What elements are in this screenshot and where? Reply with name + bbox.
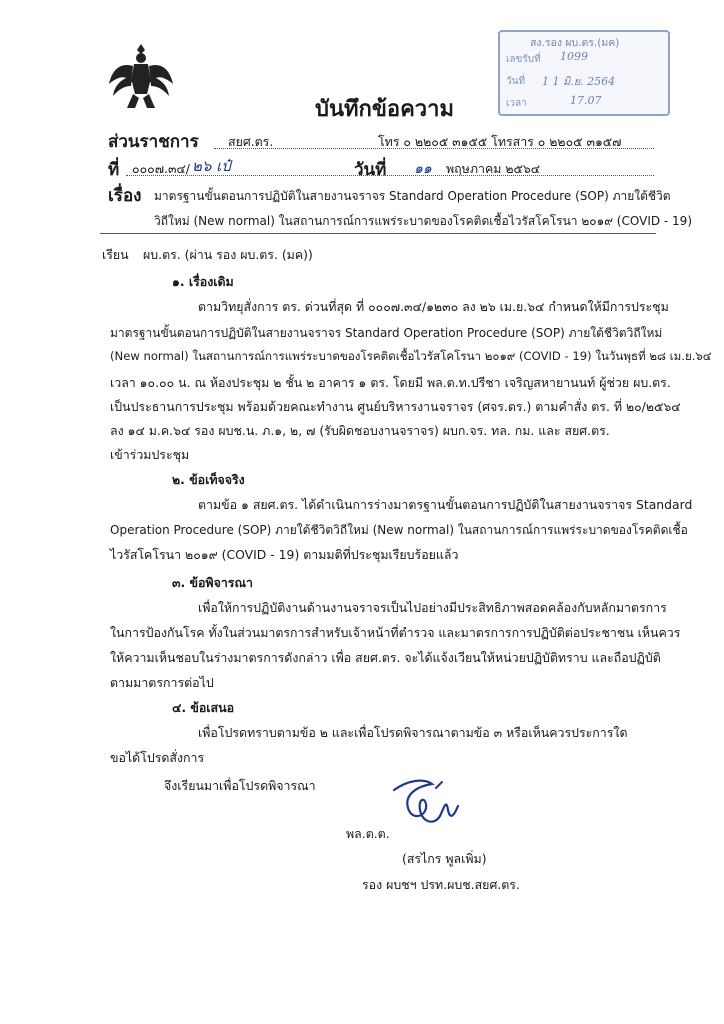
signer-position: รอง ผบชฯ ปรท.ผบช.สยศ.ตร.	[362, 877, 520, 892]
handwritten-signature	[388, 776, 468, 846]
closing-text: จึงเรียนมาเพื่อโปรดพิจารณา	[164, 778, 316, 793]
section-1-line: เข้าร่วมประชุม	[110, 447, 190, 462]
agency-value: สยศ.ตร.	[228, 134, 274, 149]
section-4-heading: ๔. ข้อเสนอ	[172, 700, 235, 715]
section-3-heading: ๓. ข้อพิจารณา	[172, 575, 253, 590]
document-title: บันทึกข้อความ	[315, 97, 455, 122]
subject-label: เรื่อง	[108, 186, 142, 206]
section-1-line: เวลา ๑๐.๐๐ น. ณ ห้องประชุม ๒ ชั้น ๒ อาคาร ๑ ตร. โดยมี พล.ต.ท.ปรีชา เจริญสหายานนท์ ผู้ช่วย ผบ.ตร.	[110, 375, 671, 390]
garuda-emblem-icon	[106, 40, 176, 112]
section-3-line: ในการป้องกันโรค ทั้งในส่วนมาตรการสำหรับเจ้าหน้าที่ตำรวจ และมาตรการการปฏิบัติต่อประชาชน เห็นควร	[110, 625, 681, 640]
signer-rank: พล.ต.ต.	[346, 826, 390, 841]
stamp-date-value: 1 1 มิ.ย. 2564	[542, 75, 616, 88]
section-4-line: ขอได้โปรดสั่งการ	[110, 750, 205, 765]
section-1-line: มาตรฐานขั้นตอนการปฏิบัติในสายงานจราจร Standard Operation Procedure (SOP) ภายใต้ชีวิตวิถีใหม่	[110, 326, 663, 340]
agency-label: ส่วนราชการ	[108, 132, 199, 152]
stamp-time-label: เวลา	[506, 98, 527, 109]
section-2-line: ไวรัสโคโรนา ๒๐๑๙ (COVID - 19) ตามมติที่ประชุมเรียบร้อยแล้ว	[110, 547, 459, 562]
ref-label: ที่	[108, 160, 120, 180]
stamp-date-label: วันที่	[506, 76, 526, 87]
section-2-line: ตามข้อ ๑ สยศ.ตร. ได้ดำเนินการร่างมาตรฐานขั้นตอนการปฏิบัติในสายงานจราจร Standard	[198, 497, 693, 512]
section-2-line: Operation Procedure (SOP) ภายใต้ชีวิตวิถีใหม่ (New normal) ในสถานการณ์การแพร่ระบาดของโรคติดเชื้อ	[110, 523, 688, 537]
date-day: ๑๑	[414, 161, 432, 177]
to-label: เรียน	[102, 247, 129, 262]
section-1-heading: ๑. เรื่องเดิม	[172, 274, 234, 289]
subject-line-2: วิถีใหม่ (New normal) ในสถานการณ์การแพร่ระบาดของโรคติดเชื้อไวรัสโคโรนา ๒๐๑๙ (COVID - 19)	[154, 214, 693, 228]
section-3-line: ตามมาตรการต่อไป	[110, 675, 214, 690]
section-3-line: ให้ความเห็นชอบในร่างมาตรการดังกล่าว เพื่อ สยศ.ตร. จะได้แจ้งเวียนให้หน่วยปฏิบัติทราบ และถือปฏิบัติ	[110, 650, 661, 665]
stamp-receipt-label: เลขรับที่	[506, 54, 541, 65]
subject-rule	[100, 233, 656, 234]
date-rest: พฤษภาคม ๒๕๖๔	[446, 161, 541, 176]
section-1-line: เป็นประธานการประชุม พร้อมด้วยคณะทำงาน ศูนย์บริหารงานจราจร (ศจร.ตร.) ตามคำสั่ง ตร. ที่ ๒๐/๒๕๖๔	[110, 399, 681, 414]
ref-rule	[126, 175, 654, 176]
section-2-heading: ๒. ข้อเท็จจริง	[172, 472, 245, 487]
to-value: ผบ.ตร. (ผ่าน รอง ผบ.ตร. (มค))	[143, 247, 313, 262]
signer-name: (สรไกร พูลเพิ่ม)	[402, 851, 487, 866]
section-3-line: เพื่อให้การปฏิบัติงานด้านงานจราจรเป็นไปอย่างมีประสิทธิภาพสอดคล้องกับหลักมาตรการ	[198, 600, 667, 615]
stamp-receipt-number: 1099	[560, 50, 588, 63]
section-4-line: เพื่อโปรดทราบตามข้อ ๒ และเพื่อโปรดพิจารณาตามข้อ ๓ หรือเห็นควรประการใด	[198, 725, 628, 740]
subject-line-1: มาตรฐานขั้นตอนการปฏิบัติในสายงานจราจร Standard Operation Procedure (SOP) ภายใต้ชีวิต	[154, 189, 671, 203]
receipt-stamp	[498, 30, 670, 116]
stamp-time-value: 17.07	[570, 94, 602, 107]
section-1-line: ตามวิทยุสั่งการ ตร. ด่วนที่สุด ที่ ๐๐๐๗.๓๔/๑๒๓๐ ลง ๒๖ เม.ย.๖๔ กำหนดให้มีการประชุม	[198, 299, 669, 314]
phone-fax: โทร ๐ ๒๒๐๕ ๓๑๕๕ โทรสาร ๐ ๒๒๐๕ ๓๑๕๗	[378, 134, 622, 149]
ref-value: ๐๐๐๗.๓๔/	[132, 161, 190, 176]
stamp-org: สง.รอง ผบ.ตร.(มค)	[530, 37, 620, 49]
section-1-line: (New normal) ในสถานการณ์การแพร่ระบาดของโรคติดเชื้อไวรัสโคโรนา ๒๐๑๙ (COVID - 19) ในวันพุธที่ ๒๘ เม.ย.๖๔	[110, 349, 712, 363]
section-1-line: ลง ๑๔ ม.ค.๖๔ รอง ผบช.น. ภ.๑, ๒, ๗ (รับผิดชอบงานจราจร) ผบก.จร. ทล. กม. และ สยศ.ตร.	[110, 423, 610, 438]
ref-handwritten: ๒๖ เป๋	[192, 157, 231, 175]
date-label: วันที่	[354, 160, 387, 180]
